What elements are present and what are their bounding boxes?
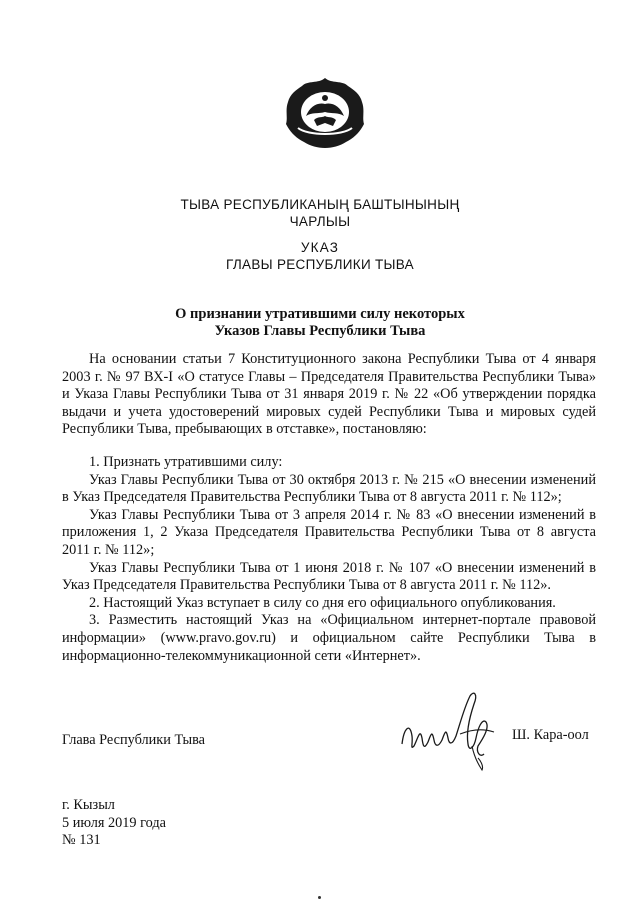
clause-1: 1. Признать утратившими силу:: [89, 453, 283, 470]
clause-3: 3. Разместить настоящий Указ на «Официальном интернет-портале правовой информации» (www.pravo.gov.ru) и официальном сайте Республики Тыва в информационно-телекоммуникационной сети «Интернет».: [62, 612, 596, 664]
signatory-position: Глава Республики Тыва: [62, 732, 205, 748]
header-line-4: ГЛАВЫ РЕСПУБЛИКИ ТЫВА: [226, 257, 414, 272]
clause-1-item-b: Указ Главы Республики Тыва от 3 апреля 2014 г. № 83 «О внесении изменений в приложения 1, 2 Указа Председателя Правительства Республики Тыва от 8 августа 2011 г. № 112»;: [62, 506, 596, 558]
preamble-paragraph: На основании статьи 7 Конституционного закона Республики Тыва от 4 января 2003 г. № 97 ВХ-I «О статусе Главы – Председателя Правительства Республики Тыва» и Указа Главы Республики Тыва от 31 января 2019 г. № 22 «Об утверждении порядка выдачи и учета удостоверений мировых судей Республики Тыва и мировых судей Республики Тыва, пребывающих в отставке», постановляю:: [62, 351, 596, 438]
scan-dot: [318, 896, 321, 899]
signatory-name: Ш. Кара-оол: [512, 727, 589, 743]
header-line-2: ЧАРЛЫЫ: [289, 214, 351, 229]
clause-1-item-c: Указ Главы Республики Тыва от 1 июня 2018 г. № 107 «О внесении изменений в Указ Председателя Правительства Республики Тыва от 8 августа 2011 г. № 112».: [62, 559, 596, 594]
header-line-1: ТЫВА РЕСПУБЛИКАНЫҢ БАШТЫНЫНЫҢ: [180, 197, 460, 212]
decree-title-line-1: О признании утратившими силу некоторых: [175, 306, 465, 322]
decree-body: [62, 351, 596, 665]
issue-date: 5 июля 2019 года: [62, 814, 167, 831]
decree-title-line-2: Указов Главы Республики Тыва: [214, 323, 426, 339]
issue-city: г. Кызыл: [62, 797, 115, 813]
clause-1-item-a: Указ Главы Республики Тыва от 30 октября 2013 г. № 215 «О внесении изменений в Указ Председателя Правительства Республики Тыва от 8 августа 2011 г. № 112»;: [62, 471, 596, 506]
coat-of-arms-emblem: [284, 76, 366, 150]
clause-2: 2. Настоящий Указ вступает в силу со дня его официального опубликования.: [89, 594, 556, 611]
header-decree-label: УКАЗ: [300, 240, 340, 255]
handwritten-signature: [398, 688, 508, 778]
decree-number: № 131: [62, 832, 101, 848]
issue-details: [62, 797, 166, 850]
